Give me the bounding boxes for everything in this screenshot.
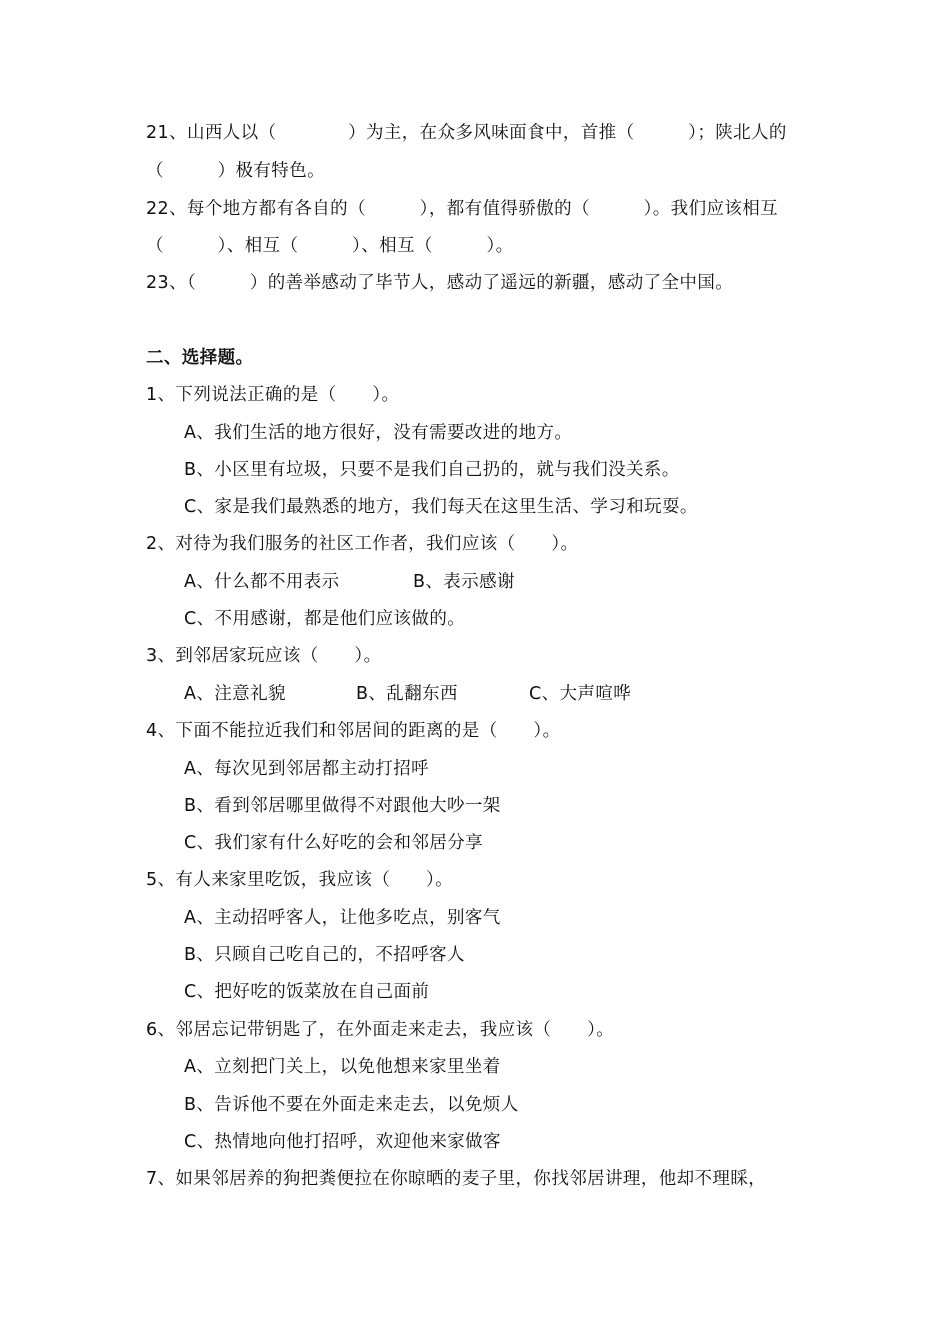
choice-q4-option-b: B、看到邻居哪里做得不对跟他大吵一架 (184, 796, 501, 816)
question-21-line-2: （ ）极有特色。 (146, 161, 325, 181)
question-21-line-1: 21、山西人以（ ）为主，在众多风味面食中，首推（ ）；陕北人的 (146, 123, 787, 143)
choice-q4-option-a: A、每次见到邻居都主动打招呼 (184, 759, 430, 779)
choice-q3-stem: 3、到邻居家玩应该（ ）。 (146, 646, 382, 666)
choice-q1-stem: 1、下列说法正确的是（ ）。 (146, 385, 400, 405)
choice-q2-stem: 2、对待为我们服务的社区工作者，我们应该（ ）。 (146, 534, 579, 554)
choice-q7-stem: 7、如果邻居养的狗把粪便拉在你晾晒的麦子里，你找邻居讲理，他却不理睬， (146, 1169, 767, 1189)
choice-q5-option-b: B、只顾自己吃自己的，不招呼客人 (184, 945, 465, 965)
choice-q2-option-a: A、什么都不用表示 (184, 572, 340, 592)
choice-q4-option-c: C、我们家有什么好吃的会和邻居分享 (184, 833, 484, 853)
choice-q4-stem: 4、下面不能拉近我们和邻居间的距离的是（ ）。 (146, 721, 561, 741)
question-22-line-2: （ ）、相互（ ）、相互（ ）。 (146, 236, 514, 256)
question-22-line-1: 22、每个地方都有各自的（ ），都有值得骄傲的（ ）。我们应该相互 (146, 199, 779, 219)
choice-q1-option-c: C、家是我们最熟悉的地方，我们每天在这里生活、学习和玩耍。 (184, 497, 698, 517)
question-23: 23、（ ）的善举感动了毕节人，感动了遥远的新疆，感动了全中国。 (146, 273, 734, 293)
choice-q1-option-b: B、小区里有垃圾，只要不是我们自己扔的，就与我们没关系。 (184, 460, 680, 480)
choice-q5-option-c: C、把好吃的饭菜放在自己面前 (184, 982, 430, 1002)
section-heading-choice: 二、选择题。 (146, 348, 254, 368)
choice-q5-stem: 5、有人来家里吃饭，我应该（ ）。 (146, 870, 454, 890)
choice-q2-option-b: B、表示感谢 (413, 572, 515, 592)
choice-q2-option-c: C、不用感谢，都是他们应该做的。 (184, 609, 466, 629)
choice-q6-option-b: B、告诉他不要在外面走来走去，以免烦人 (184, 1095, 519, 1115)
choice-q3-option-c: C、大声喧哗 (529, 684, 632, 704)
choice-q3-option-a: A、注意礼貌 (184, 684, 286, 704)
choice-q3-option-b: B、乱翻东西 (356, 684, 458, 704)
choice-q6-option-a: A、立刻把门关上，以免他想来家里坐着 (184, 1057, 501, 1077)
choice-q5-option-a: A、主动招呼客人，让他多吃点，别客气 (184, 908, 501, 928)
choice-q6-stem: 6、邻居忘记带钥匙了，在外面走来走去，我应该（ ）。 (146, 1020, 615, 1040)
choice-q1-option-a: A、我们生活的地方很好，没有需要改进的地方。 (184, 423, 573, 443)
choice-q6-option-c: C、热情地向他打招呼，欢迎他来家做客 (184, 1132, 501, 1152)
